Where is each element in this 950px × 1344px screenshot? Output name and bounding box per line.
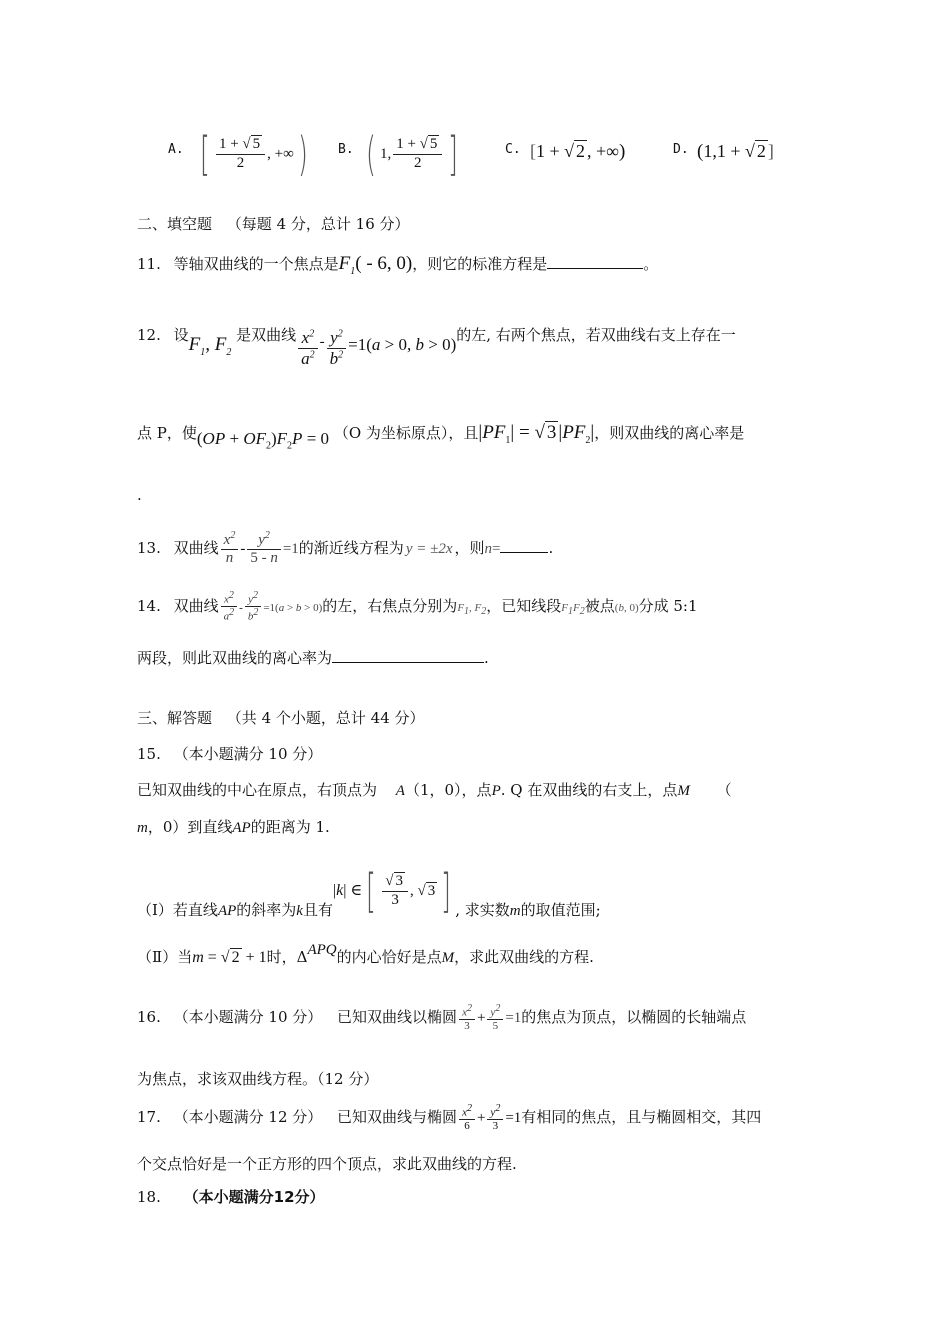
- section-3-note: （共 4 个小题，总计 44 分）: [226, 709, 425, 727]
- q15-part-2: （Ⅱ）当m = √ 2 + 1时，ΔAPQ的内心恰好是点M，求此双曲线的方程.: [137, 942, 594, 966]
- q15-score: （本小题满分 10 分）: [173, 745, 323, 763]
- q13-frac-y: $\frac{y^2}{5 - n}$: [247, 530, 281, 568]
- q12-frac-x: $\frac{x^2}{a^2}$: [298, 328, 318, 368]
- q15-m-value: m = √ 2 + 1: [192, 949, 267, 966]
- q15-part1-mid2: 且有: [302, 901, 333, 919]
- q12-line3: .: [137, 486, 142, 504]
- q11-answer-blank[interactable]: [547, 254, 643, 269]
- q15-part2-end: ，求此双曲线的方程.: [454, 948, 594, 966]
- question-14: 14. 双曲线 $\frac{x^2}{a^2}$ - $\frac{y^2}{b^2}$ =1(a > b > 0)的左，右焦点分别为$F_1$, $F_2$，已知线段$F_1F_2$被点(b, 0)分成 5:1: [137, 590, 698, 623]
- q14-pre: 双曲线: [173, 596, 219, 615]
- q11-focus-formula: $F_1( - 6$, 0): [338, 253, 413, 277]
- question-15-header: [137, 743, 322, 764]
- q12-condition: =1(a > 0, b > 0): [348, 335, 457, 355]
- q14-point: (b, 0): [614, 601, 639, 614]
- q13-number: 13.: [137, 538, 161, 557]
- option-b: [338, 142, 354, 157]
- q17-line-2: [137, 1153, 517, 1174]
- option-b-formula: ( 1, $\frac{1 + √ 5}{2}$ ]: [366, 127, 459, 181]
- option-c: [505, 142, 521, 157]
- q12-frac-y: $\frac{y^2}{b^2}$: [327, 328, 347, 368]
- q12-line-2: [137, 422, 745, 452]
- q11-end: 。: [643, 255, 659, 273]
- option-c-formula: [1 + √ 2 , +∞): [530, 141, 626, 162]
- q16-pre: 已知双曲线以椭圆: [337, 1007, 458, 1026]
- q13-post: ，则: [454, 538, 485, 557]
- q12-line2-note: （O 为坐标原点），且: [333, 424, 479, 442]
- q15-line2-end: 的距离为 1.: [250, 818, 330, 836]
- question-12: 12. 设$F_1$, $F_2$ 是双曲线 $\frac{x^2}{a^2}$ - $\frac{y^2}{b^2}$ =1(a > 0, b > 0)的左, 右两个焦点，若双曲线右支上存在一: [137, 326, 736, 368]
- q15-line-1: 已知双曲线的中心在原点，右顶点为 A（1，0），点P. Q 在双曲线的右支上，点M （: [137, 781, 732, 799]
- q13-end: .: [548, 538, 554, 557]
- q11-text-post: ，则它的标准方程是: [412, 255, 548, 273]
- question-11: [137, 253, 658, 277]
- q17-frac-y: $\frac{y^2}{3}$: [487, 1103, 503, 1133]
- q18-score: （本小题满分12分）: [183, 1188, 325, 1206]
- question-13: 13. 双曲线 $\frac{x^2}{n}$ - $\frac{y^2}{5 - n}$ =1的渐近线方程为 y = ±2x ，则n= .: [137, 530, 554, 567]
- question-16: 16. （本小题满分 10 分） 已知双曲线以椭圆 $\frac{x^2}{3}$ + $\frac{y^2}{5}$ =1的焦点为顶点，以椭圆的长轴端点: [137, 1003, 747, 1033]
- q12-foci: $F_1$, $F_2$: [188, 334, 232, 358]
- q15-part-1: （Ⅰ）若直线AP的斜率为k且有|k| ∈[ $\frac{√ 3}{3}$ , √ 3 ] , 求实数m的取值范围;: [137, 864, 601, 919]
- q13-asymptote: y = ±2x: [405, 540, 453, 557]
- q17-frac-x: $\frac{x^2}{6}$: [459, 1103, 475, 1133]
- option-d: [673, 142, 689, 157]
- option-c-label: C.: [505, 142, 521, 157]
- q16-line2: 为焦点，求该双曲线方程。（12 分）: [137, 1070, 379, 1088]
- q16-score: （本小题满分 10 分）: [173, 1007, 323, 1026]
- q12-line2-post: ，则双曲线的离心率是: [594, 424, 745, 442]
- section-2-heading: [137, 213, 410, 234]
- question-18: [137, 1186, 325, 1207]
- q18-number: 18.: [137, 1188, 161, 1206]
- q12-post: 的左, 右两个焦点，若双曲线右支上存在一: [456, 326, 736, 345]
- q13-frac-x: $\frac{x^2}{n}$: [221, 530, 239, 568]
- q14-answer-blank[interactable]: [332, 648, 484, 663]
- q17-pre: 已知双曲线与椭圆: [337, 1107, 458, 1126]
- option-a-label: A.: [168, 142, 184, 157]
- q12-number: 12.: [137, 326, 161, 345]
- q16-frac-y: $\frac{y^2}{5}$: [487, 1003, 503, 1033]
- option-b-label: B.: [338, 142, 354, 157]
- q11-number: 11.: [137, 255, 161, 273]
- q13-answer-blank[interactable]: [500, 538, 548, 553]
- q14-frac-x: $\frac{x^2}{a^2}$: [221, 590, 238, 624]
- q15-k-range: |k| ∈: [332, 882, 363, 899]
- section-2-title: 二、填空题: [137, 215, 213, 233]
- q16-number: 16.: [137, 1007, 161, 1026]
- q12-mid: 是双曲线: [236, 326, 297, 345]
- q17-score: （本小题满分 12 分）: [173, 1107, 323, 1126]
- q17-post: 有相同的焦点，且与椭圆相交，其四: [521, 1107, 762, 1126]
- option-d-formula: (1,1 + √ 2 ]: [697, 141, 774, 162]
- q14-segment: $F_1F_2$: [561, 601, 585, 617]
- q15-line-2: m，0）到直线AP的距离为 1.: [137, 818, 330, 836]
- q14-line2: 两段，则此双曲线的离心率为: [137, 649, 333, 667]
- q15-line1-a: （1，0），点: [404, 781, 492, 799]
- q15-part1-post: , 求实数: [455, 901, 510, 919]
- q16-line-2: [137, 1068, 378, 1089]
- q17-line2: 个交点恰好是一个正方形的四个顶点，求此双曲线的方程.: [137, 1155, 517, 1173]
- q14-foci: $F_1$, $F_2$: [457, 601, 487, 617]
- q16-frac-x: $\frac{x^2}{3}$: [459, 1003, 475, 1033]
- q14-number: 14.: [137, 596, 161, 615]
- q15-part2-pre: （Ⅱ）当: [137, 948, 193, 966]
- q15-part2-post: 的内心恰好是点: [336, 948, 442, 966]
- q13-mid: 的渐近线方程为: [298, 538, 404, 557]
- q14-end: .: [484, 649, 489, 667]
- q13-pre: 双曲线: [173, 538, 219, 557]
- q12-pre: 设: [173, 326, 189, 345]
- q15-part1-mid: 的斜率为: [236, 901, 297, 919]
- q14-post: 分成 5:1: [638, 596, 698, 615]
- q12-line2-pre: 点 P，使: [137, 424, 197, 442]
- q17-number: 17.: [137, 1107, 161, 1126]
- q15-line1-q: . Q 在双曲线的右支上，点: [500, 781, 678, 799]
- q15-line2: ，0）到直线: [147, 818, 233, 836]
- section-3-title: 三、解答题: [137, 709, 213, 727]
- section-3-heading: [137, 707, 425, 728]
- section-2-note: （每题 4 分，总计 16 分）: [226, 215, 410, 233]
- q12-line-3: [137, 486, 142, 504]
- q16-post: 的焦点为顶点，以椭圆的长轴端点: [521, 1007, 747, 1026]
- q14-mid: 的左，右焦点分别为: [322, 596, 458, 615]
- q14-mid3: 被点: [584, 596, 615, 615]
- q15-line1-end: （: [716, 781, 732, 799]
- q14-line-2: [137, 647, 489, 668]
- q14-condition: =1(a > b > 0): [263, 601, 323, 614]
- q14-frac-y: $\frac{y^2}{b^2}$: [245, 590, 262, 624]
- question-17: 17. （本小题满分 12 分） 已知双曲线与椭圆 $\frac{x^2}{6}$ + $\frac{y^2}{3}$ =1有相同的焦点，且与椭圆相交，其四: [137, 1103, 762, 1133]
- q12-distance-formula: $|PF_1|$ = √ 3 $|PF_2|$: [478, 422, 595, 446]
- q14-mid2: ，已知线段: [486, 596, 562, 615]
- q11-text-pre: 等轴双曲线的一个焦点是: [173, 255, 339, 273]
- option-a: [168, 142, 184, 157]
- q12-vector-formula: $(OP + OF_2)F_2P = 0$: [196, 429, 330, 452]
- q15-line1-pre: 已知双曲线的中心在原点，右顶点为: [137, 781, 378, 799]
- q15-part1-end: 的取值范围;: [520, 901, 601, 919]
- q15-number: 15.: [137, 745, 161, 763]
- q15-range-frac: $\frac{√ 3}{3}$: [382, 873, 408, 909]
- option-a-formula: [ $\frac{1 + √ 5}{2}$ , +∞): [200, 127, 308, 181]
- q15-part1-pre: （Ⅰ）若直线: [137, 901, 218, 919]
- q15-part2-mid: 时，Δ: [266, 948, 308, 966]
- option-d-label: D.: [673, 142, 689, 157]
